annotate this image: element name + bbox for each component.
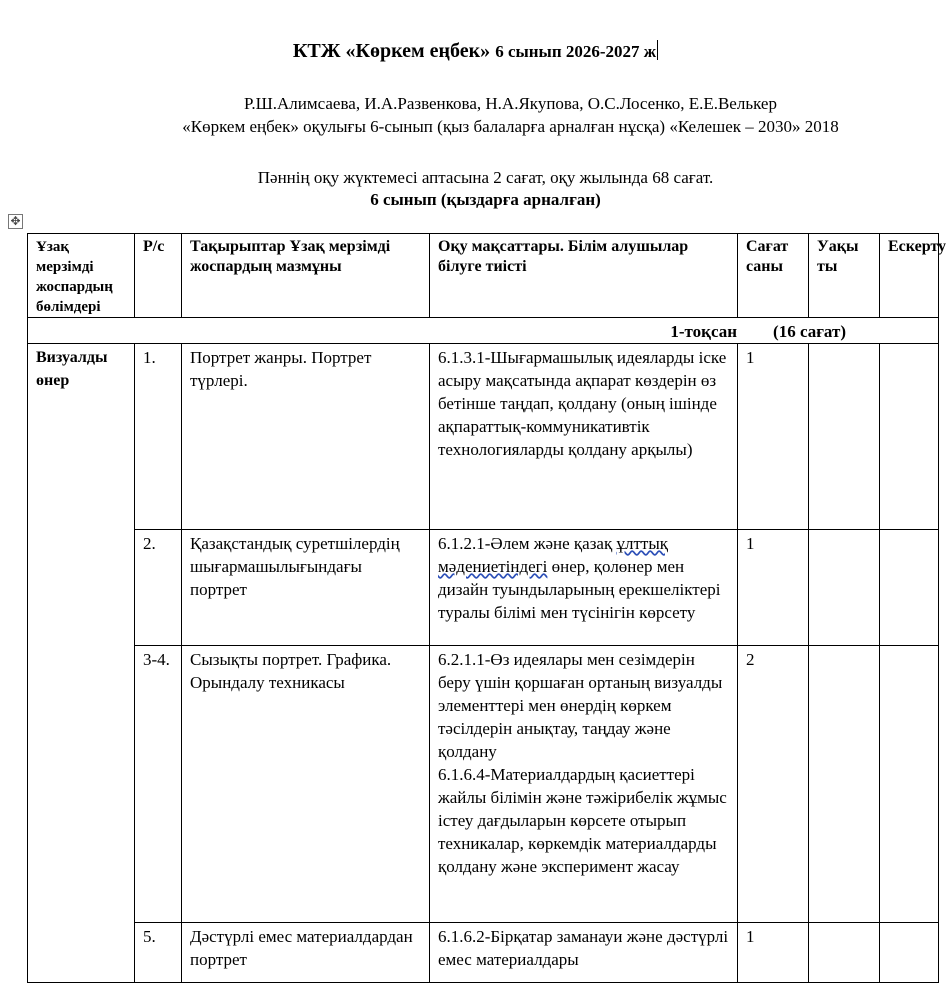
row-hours: 1 xyxy=(738,923,809,983)
row-topic: Дәстүрлі емес материалдардан портрет xyxy=(182,923,430,983)
row-hours: 1 xyxy=(738,530,809,646)
quarter-hours: (16 сағат) xyxy=(773,322,846,341)
row-goals xyxy=(430,530,738,646)
plan-table xyxy=(27,233,947,983)
section-cell: Визуалды өнер xyxy=(28,344,135,983)
quarter-cell xyxy=(28,318,939,344)
goals-text: өнер, қолөнер мен дизайн туындыларының ерекшеліктері туралы білімі мен түсінігін көрсету xyxy=(438,557,721,622)
grade-heading: 6 сынып (қыздарға арналған) xyxy=(370,190,601,209)
quarter-row xyxy=(28,318,939,344)
row-note xyxy=(880,530,939,646)
row-hours: 2 xyxy=(738,646,809,923)
table-row xyxy=(28,530,939,646)
header-hours: Сағат саны xyxy=(738,234,809,318)
title-year: 6 сынып 2026-2027 ж xyxy=(495,42,657,61)
table-move-handle-icon[interactable]: ✥ xyxy=(8,214,23,229)
textbook-line: «Көркем еңбек» оқулығы 6-сынып (қыз балаларға арналған нұсқа) «Келешек – 2030» 2018 xyxy=(182,117,839,136)
row-topic: Қазақстандық суретшілердің шығармашылығындағы портрет xyxy=(182,530,430,646)
quarter-label: 1-тоқсан xyxy=(670,322,738,341)
header-num: Р/с xyxy=(135,234,182,318)
row-topic: Сызықты портрет. Графика. Орындалу техникасы xyxy=(182,646,430,923)
header-section: Ұзақ мерзімді жоспардың бөлімдері xyxy=(28,234,135,318)
row-num: 2. xyxy=(135,530,182,646)
goals-text: 6.2.1.1-Өз идеялары мен сезімдерін беру үшін қоршаған ортаның визуалды элементтері мен өнердің көркем тәсілдерін анықтау, таңдау және қолдану xyxy=(438,650,723,761)
document-title xyxy=(0,40,951,63)
row-goals: 6.1.3.1-Шығармашылық идеяларды іске асыру мақсатында ақпарат көздерін өз бетінше таңдап, қолдану (оның ішінде ақпараттық-коммуникативтік технологияларды қолдану арқылы) xyxy=(430,344,738,530)
header-note: Ескерту xyxy=(880,234,939,318)
row-num: 3-4. xyxy=(135,646,182,923)
row-num: 1. xyxy=(135,344,182,530)
header-topic: Тақырыптар Ұзақ мерзімді жоспардың мазмұны xyxy=(182,234,430,318)
row-goals: 6.1.6.2-Бірқатар заманауи және дәстүрлі емес материалдары xyxy=(430,923,738,983)
table-row xyxy=(28,646,939,923)
row-note xyxy=(880,923,939,983)
row-goals xyxy=(430,646,738,923)
row-note xyxy=(880,646,939,923)
row-hours: 1 xyxy=(738,344,809,530)
row-num: 5. xyxy=(135,923,182,983)
goals-text: 6.1.6.4-Материалдардың қасиеттері жайлы білімін және тәжірибелік жұмыс істеу дағдыларын көрсете отырып техникалар, көркемдік материалдарды қолдану және эксперимент жасау xyxy=(438,765,727,876)
table-row xyxy=(28,923,939,983)
row-time xyxy=(809,923,880,983)
title-main: КТЖ «Көркем еңбек» xyxy=(292,40,491,62)
row-topic: Портрет жанры. Портрет түрлері. xyxy=(182,344,430,530)
spellcheck-underlined-text: ұлттық мәдениетіндегі xyxy=(438,534,669,576)
table-header-row xyxy=(28,234,939,318)
table-row xyxy=(28,344,939,530)
authors-line: Р.Ш.Алимсаева, И.А.Развенкова, Н.А.Якупова, О.С.Лосенко, Е.Е.Велькер xyxy=(244,94,777,113)
row-time xyxy=(809,344,880,530)
row-time xyxy=(809,530,880,646)
header-goals: Оқу мақсаттары. Білім алушылар білуге тиісті xyxy=(430,234,738,318)
text-cursor xyxy=(657,40,658,60)
row-note xyxy=(880,344,939,530)
row-time xyxy=(809,646,880,923)
header-time: Уақы ты xyxy=(809,234,880,318)
study-load-line: Пәннің оқу жүктемесі аптасына 2 сағат, оқу жылында 68 сағат. xyxy=(257,168,714,187)
goals-text: 6.1.2.1-Әлем және қазақ xyxy=(438,534,617,553)
